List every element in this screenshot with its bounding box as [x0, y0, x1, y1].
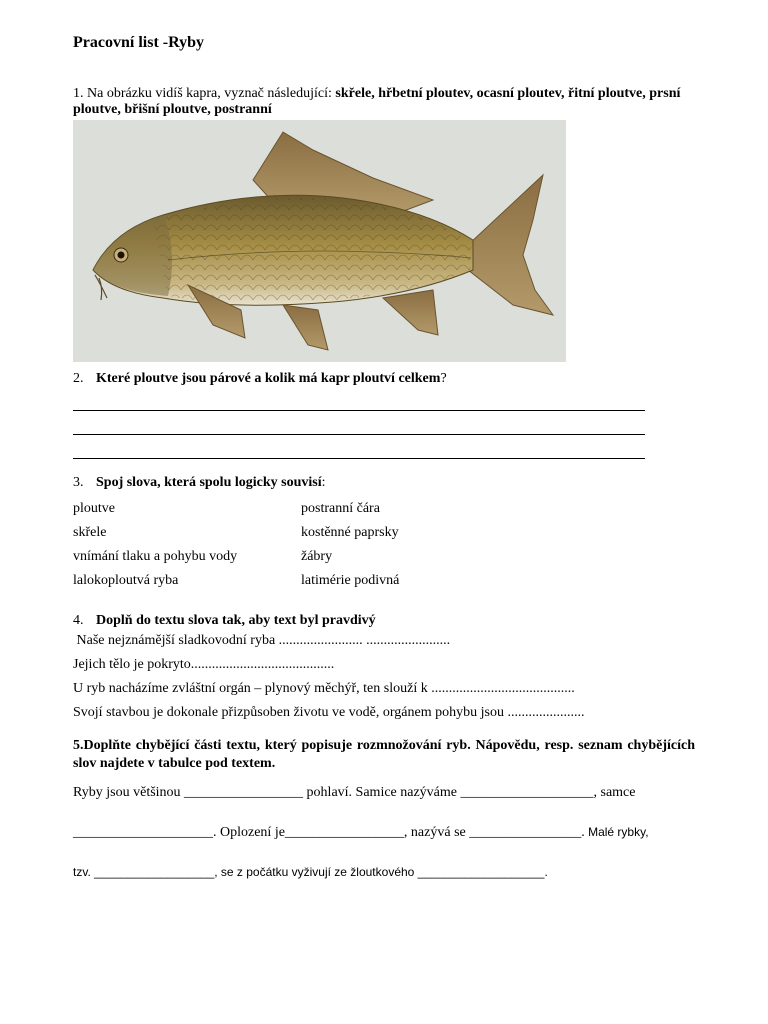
answer-line-1[interactable] [73, 387, 645, 411]
pair-row [73, 521, 695, 545]
question-5-line-3[interactable]: tzv. __________________, se z počátku vyživují ze žloutkového ___________________. [73, 865, 548, 879]
pair-right[interactable]: postranní čára [301, 501, 380, 516]
question-1 [73, 86, 695, 118]
pair-row [73, 497, 695, 521]
answer-line-2[interactable] [73, 411, 645, 435]
fill-line-3[interactable]: U ryb nacházíme zvláštní orgán – plynový měchýř, ten slouží k ......................................... [73, 681, 575, 696]
question-4-number: 4. [73, 613, 84, 628]
pair-left[interactable]: ploutve [73, 501, 115, 516]
question-2 [73, 371, 695, 387]
pair-left[interactable]: skřele [73, 525, 107, 540]
question-3-bold: Spoj slova, která spolu logicky souvisí [96, 475, 322, 490]
question-3-number: 3. [73, 475, 84, 490]
pair-left[interactable]: vnímání tlaku a pohybu vody [73, 549, 238, 564]
question-1-text: 1. Na obrázku vidíš kapra, vyznač následující: [73, 86, 336, 101]
fill-line-1[interactable]: Naše nejznámější sladkovodní ryba ........................ ........................ [73, 633, 451, 648]
matching-pairs [73, 497, 695, 593]
question-2-number: 2. [73, 371, 84, 386]
pair-row [73, 569, 695, 593]
question-2-bold: Které ploutve jsou párové a kolik má kapr ploutví celkem [96, 371, 441, 386]
question-4 [73, 613, 695, 629]
worksheet-page [73, 34, 695, 885]
question-5-line-2[interactable] [73, 825, 695, 845]
question-1-bold: skřele, hřbetní ploutev, ocasní ploutev, řitní ploutve, prsní ploutve, břišní ploutve, postranní [73, 86, 681, 117]
question-3 [73, 475, 695, 491]
question-5-line-1[interactable]: Ryby jsou většinou _________________ pohlaví. Samice nazýváme ___________________, samce [73, 785, 636, 800]
carp-image [73, 120, 566, 362]
question-3-suffix: : [321, 475, 326, 490]
fill-line-2[interactable]: Jejich tělo je pokryto......................................... [73, 657, 335, 672]
pair-left[interactable]: lalokoploutvá ryba [73, 573, 179, 588]
question-5-line-2-text: ____________________. Oplození je_________________, nazývá se ________________. [73, 825, 585, 840]
question-4-bold: Doplň do textu slova tak, aby text byl pravdivý [96, 613, 376, 628]
carp-illustration [73, 120, 566, 362]
pair-right[interactable]: kostěnné paprsky [301, 525, 399, 540]
answer-line-3[interactable] [73, 435, 645, 459]
fill-line-4[interactable]: Svojí stavbou je dokonale přizpůsoben životu ve vodě, orgánem pohybu jsou ...................... [73, 705, 585, 720]
pair-right[interactable]: latimérie podivná [301, 573, 400, 588]
question-5-line-2-tail: Malé rybky, [584, 825, 649, 839]
question-5-heading: 5.Doplňte chybějící části textu, který popisuje rozmnožování ryb. Nápovědu, resp. seznam chybějících slov najdete v tabulce pod textem. [73, 738, 695, 771]
pair-row [73, 545, 695, 569]
pair-right[interactable]: žábry [301, 549, 333, 564]
question-2-suffix: ? [440, 371, 447, 386]
page-title: Pracovní list -Ryby [73, 34, 204, 51]
